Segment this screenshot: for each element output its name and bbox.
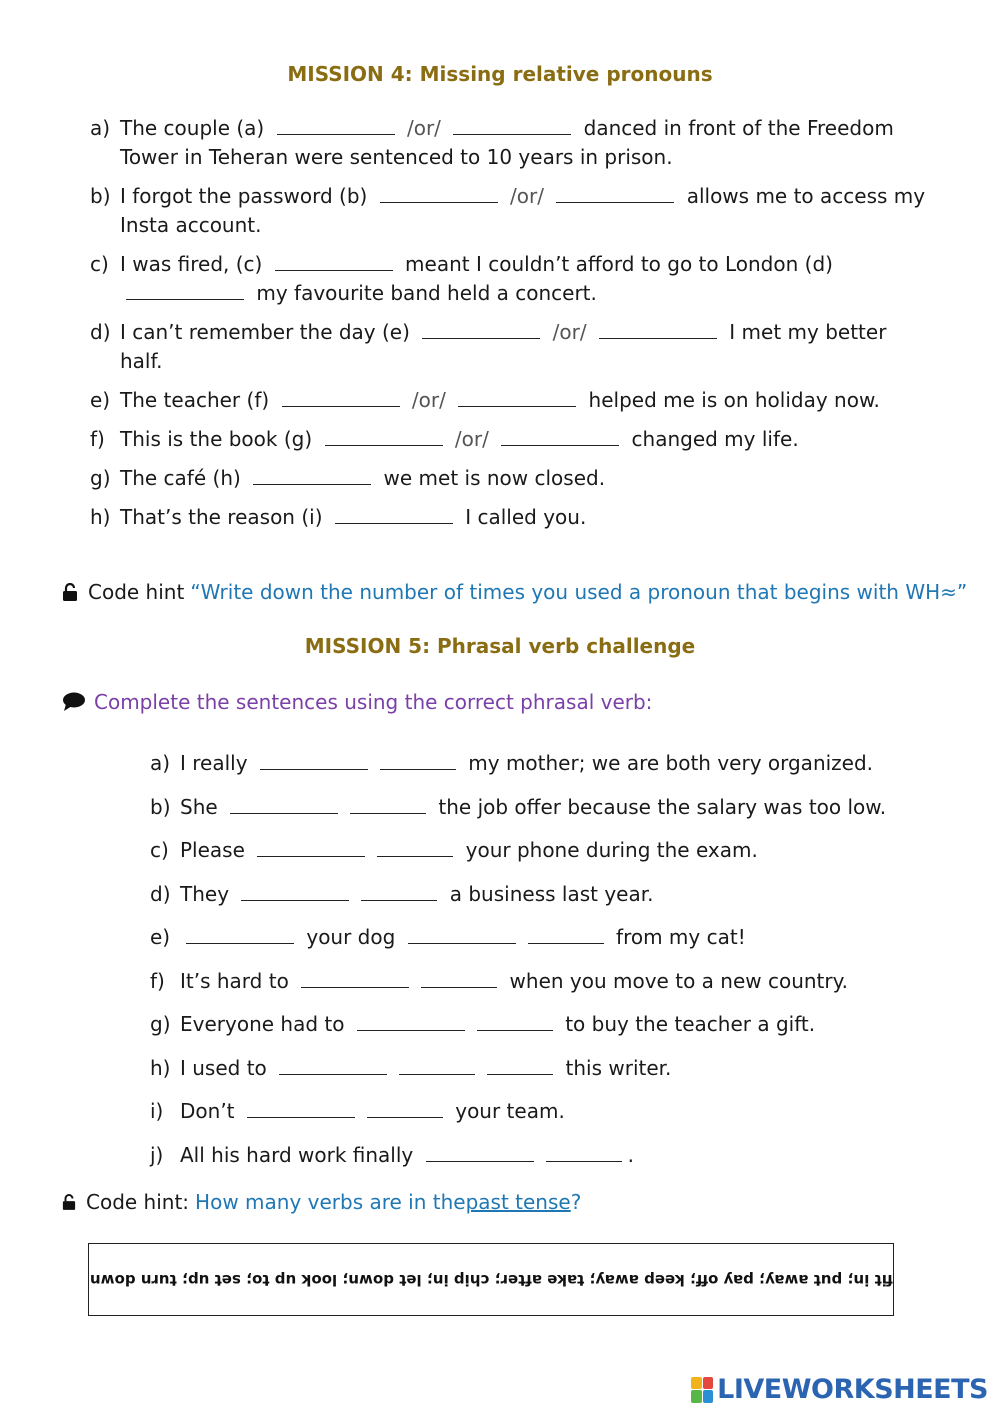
answer-blank[interactable] bbox=[257, 838, 365, 857]
answer-blank[interactable] bbox=[399, 1056, 475, 1075]
past-tense-link[interactable]: past tense bbox=[465, 1190, 571, 1214]
list-item bbox=[90, 182, 930, 240]
speech-bubble-icon bbox=[62, 692, 86, 712]
answer-blank[interactable] bbox=[260, 751, 368, 770]
item-text: She bbox=[180, 794, 225, 819]
item-label: e) bbox=[90, 388, 111, 412]
or-separator: /or/ bbox=[546, 320, 593, 344]
item-text: The teacher (f) bbox=[120, 388, 276, 412]
answer-blank[interactable] bbox=[350, 795, 426, 814]
item-text: helped me is on holiday now. bbox=[582, 388, 880, 412]
answer-blank[interactable] bbox=[422, 320, 540, 339]
code-hint-end: ? bbox=[570, 1190, 582, 1214]
mission4-list bbox=[90, 114, 930, 542]
lock-open-icon bbox=[62, 583, 78, 601]
item-label: c) bbox=[90, 252, 109, 276]
list-item bbox=[150, 873, 930, 917]
item-text: your team. bbox=[448, 1099, 565, 1123]
item-text: This is the book (g) bbox=[120, 427, 319, 451]
answer-blank[interactable] bbox=[546, 1143, 622, 1162]
item-text: a business last year. bbox=[443, 881, 654, 906]
list-item bbox=[150, 829, 930, 873]
item-label: c) bbox=[150, 838, 169, 862]
item-label: h) bbox=[90, 505, 111, 529]
answer-blank[interactable] bbox=[282, 388, 400, 407]
item-text: to buy the teacher a gift. bbox=[558, 1012, 816, 1036]
mission4-title: MISSION 4: Missing relative pronouns bbox=[287, 62, 713, 86]
answer-blank[interactable] bbox=[477, 1012, 553, 1031]
item-text: I forgot the password (b) bbox=[120, 184, 374, 208]
answer-blank[interactable] bbox=[367, 1099, 443, 1118]
instruction-text: Complete the sentences using the correct phrasal verb: bbox=[94, 690, 653, 714]
list-item bbox=[150, 1090, 930, 1134]
item-text: from my cat! bbox=[609, 925, 746, 949]
answer-blank[interactable] bbox=[247, 1099, 355, 1118]
answer-blank[interactable] bbox=[421, 969, 497, 988]
item-label: d) bbox=[90, 320, 111, 344]
item-text: we met is now closed. bbox=[377, 466, 606, 490]
mission5-list bbox=[150, 742, 930, 1177]
answer-blank[interactable] bbox=[357, 1012, 465, 1031]
answer-blank[interactable] bbox=[599, 320, 717, 339]
answer-blank[interactable] bbox=[279, 1056, 387, 1075]
liveworksheets-logo bbox=[691, 1374, 988, 1405]
list-item bbox=[150, 742, 930, 786]
item-text: I was fired, (c) bbox=[120, 252, 269, 276]
item-label: h) bbox=[150, 1055, 171, 1080]
answer-blank[interactable] bbox=[380, 184, 498, 203]
answer-blank[interactable] bbox=[487, 1056, 553, 1075]
item-text: my favourite band held a concert. bbox=[250, 281, 597, 305]
item-text: the job offer because the salary was too low. bbox=[432, 794, 887, 819]
code-hint-1 bbox=[62, 580, 967, 604]
item-text: I can’t remember the day (e) bbox=[120, 320, 417, 344]
item-text: Don’t bbox=[180, 1099, 241, 1123]
answer-blank[interactable] bbox=[556, 184, 674, 203]
list-item bbox=[90, 250, 930, 308]
list-item bbox=[150, 916, 930, 960]
list-item bbox=[90, 386, 930, 415]
item-label: e) bbox=[150, 925, 171, 949]
answer-blank[interactable] bbox=[380, 751, 456, 770]
item-label: f) bbox=[90, 427, 105, 451]
or-separator: /or/ bbox=[503, 184, 551, 208]
item-text: I used to bbox=[180, 1055, 274, 1080]
answer-blank[interactable] bbox=[241, 882, 349, 901]
item-label: b) bbox=[150, 794, 171, 819]
word-bank-box bbox=[88, 1243, 894, 1316]
answer-blank[interactable] bbox=[377, 838, 453, 857]
answer-blank[interactable] bbox=[186, 925, 294, 944]
item-text: when you move to a new country. bbox=[503, 968, 848, 993]
item-label: g) bbox=[150, 1012, 171, 1036]
item-label: a) bbox=[90, 116, 111, 140]
answer-blank[interactable] bbox=[335, 505, 453, 524]
answer-blank[interactable] bbox=[426, 1143, 534, 1162]
list-item bbox=[90, 503, 930, 532]
word-bank-text: fit in; put away; pay off; keep away; take after; chip in; let down; look up to; set up; turn down bbox=[89, 1270, 893, 1289]
answer-blank[interactable] bbox=[277, 116, 395, 135]
code-hint-text: “Write down the number of times you used a pronoun that begins with WH≈” bbox=[190, 580, 968, 604]
item-text: It’s hard to bbox=[180, 968, 296, 993]
mission5-title: MISSION 5: Phrasal verb challenge bbox=[304, 634, 696, 658]
answer-blank[interactable] bbox=[126, 281, 244, 300]
code-hint-label: Code hint bbox=[88, 580, 185, 604]
lock-open-icon bbox=[62, 1194, 76, 1210]
answer-blank[interactable] bbox=[301, 969, 409, 988]
list-item bbox=[150, 1003, 930, 1047]
item-text: your dog bbox=[300, 925, 402, 949]
answer-blank[interactable] bbox=[253, 466, 371, 485]
item-text: allows me to access my Insta account. bbox=[120, 184, 926, 237]
code-hint-2 bbox=[62, 1190, 581, 1214]
item-text: your phone during the exam. bbox=[459, 838, 758, 862]
item-text: All his hard work finally bbox=[180, 1142, 420, 1167]
item-label: f) bbox=[150, 968, 165, 993]
item-text: changed my life. bbox=[625, 427, 799, 451]
logo-mark-icon bbox=[691, 1377, 713, 1403]
brand-name: LIVEWORKSHEETS bbox=[717, 1374, 988, 1405]
answer-blank[interactable] bbox=[453, 116, 571, 135]
code-hint-text: How many verbs are in the bbox=[195, 1190, 466, 1214]
list-item bbox=[150, 786, 930, 830]
list-item bbox=[150, 960, 930, 1004]
answer-blank[interactable] bbox=[501, 427, 619, 446]
item-label: i) bbox=[150, 1099, 164, 1123]
item-text: meant I couldn’t afford to go to London (d) bbox=[398, 252, 833, 276]
list-item bbox=[150, 1047, 930, 1091]
list-item bbox=[90, 425, 930, 454]
or-separator: /or/ bbox=[448, 427, 496, 451]
or-separator: /or/ bbox=[400, 116, 448, 140]
item-label: a) bbox=[150, 751, 171, 775]
answer-blank[interactable] bbox=[275, 252, 393, 271]
list-item bbox=[90, 464, 930, 493]
item-label: b) bbox=[90, 184, 111, 208]
item-text: I really bbox=[180, 751, 254, 775]
item-text: Everyone had to bbox=[180, 1012, 351, 1036]
item-text: Please bbox=[180, 838, 252, 862]
answer-blank[interactable] bbox=[325, 427, 443, 446]
item-label: d) bbox=[150, 881, 171, 906]
item-text: I called you. bbox=[458, 505, 587, 529]
answer-blank[interactable] bbox=[230, 795, 338, 814]
code-hint-label: Code hint: bbox=[86, 1190, 190, 1214]
list-item bbox=[90, 114, 930, 172]
item-text: That’s the reason (i) bbox=[120, 505, 329, 529]
item-text: danced in front of the Freedom Tower in Teheran were sentenced to 10 years in prison. bbox=[120, 116, 894, 169]
answer-blank[interactable] bbox=[361, 882, 437, 901]
list-item bbox=[90, 318, 930, 376]
or-separator: /or/ bbox=[405, 388, 453, 412]
answer-blank[interactable] bbox=[458, 388, 576, 407]
item-text: my mother; we are both very organized. bbox=[461, 751, 874, 775]
item-text: The couple (a) bbox=[120, 116, 271, 140]
item-label: j) bbox=[150, 1142, 164, 1167]
instruction bbox=[62, 690, 652, 714]
answer-blank[interactable] bbox=[528, 925, 604, 944]
item-text: . bbox=[627, 1142, 634, 1167]
item-text: They bbox=[180, 881, 236, 906]
list-item bbox=[150, 1134, 930, 1178]
item-text: I met my better half. bbox=[120, 320, 887, 373]
item-text: this writer. bbox=[559, 1055, 672, 1080]
answer-blank[interactable] bbox=[408, 925, 516, 944]
item-label: g) bbox=[90, 466, 111, 490]
item-text: The café (h) bbox=[120, 466, 248, 490]
